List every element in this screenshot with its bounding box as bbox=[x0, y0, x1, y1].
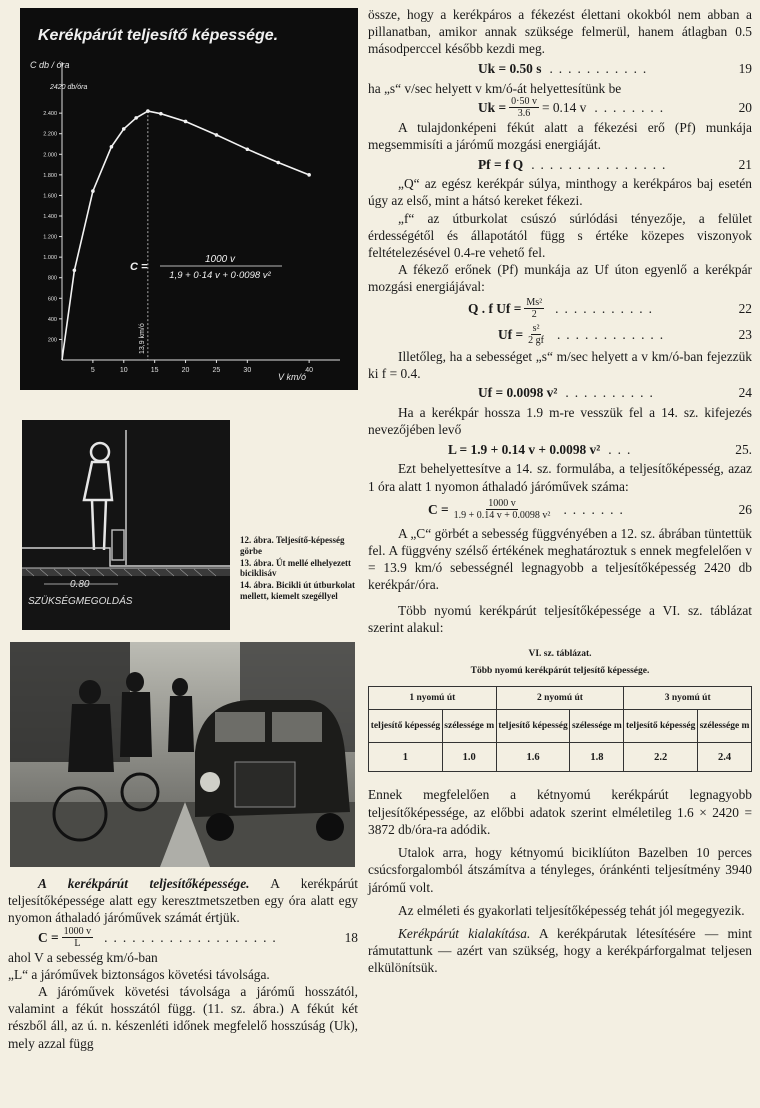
eq26-lhs: C = bbox=[428, 502, 449, 518]
eq20-number: 20 bbox=[738, 100, 752, 116]
table-subheader: szélessége m bbox=[698, 710, 752, 743]
capacity-table bbox=[368, 686, 752, 772]
table-cell: 1.8 bbox=[570, 743, 624, 772]
peak-v-label: 13,9 km/ó bbox=[138, 323, 146, 354]
paragraph-design bbox=[368, 925, 752, 977]
chart-points bbox=[73, 109, 311, 272]
table-subheader-row bbox=[369, 710, 752, 743]
formula-lhs: C = bbox=[130, 261, 148, 273]
chart-title: Kerékpárút teljesítő képessége. bbox=[38, 27, 279, 44]
bike-lane-figure bbox=[22, 420, 230, 630]
y-tick-label: 2.400 bbox=[43, 111, 57, 118]
paragraph-basel: Utalok arra, hogy kétnyomú biciklíúton Bazelben 10 perces csúcsforgalomból átszámítva a tényleges, óránkénti teljesítmény 3940 járómű volt. bbox=[368, 845, 752, 895]
y-tick-label: 1.000 bbox=[43, 255, 57, 262]
eq21-number: 21 bbox=[738, 156, 752, 172]
table-group-3: 3 nyomú út bbox=[624, 687, 752, 710]
equation-21 bbox=[368, 153, 752, 175]
section-title-design: Kerékpárút kialakítása. bbox=[398, 925, 531, 941]
eq20-leader: ........ bbox=[594, 100, 670, 116]
paragraph-two-lane-capacity: Ennek megfelelően a kétnyomú kerékpárút legnagyobb teljesítőképessége, az előbbi adatok szerint elméletileg 1.6 × 2420 = 3872 db/óra-ra adódik. bbox=[368, 787, 752, 837]
caption-fig14: 14. ábra. Bicikli út útburkolat mellett, kiemelt szegéllyel bbox=[240, 580, 356, 601]
chart-point bbox=[73, 269, 77, 273]
table-cell: 1.6 bbox=[496, 743, 570, 772]
eq18-denominator: L bbox=[74, 938, 81, 950]
table-subheader: teljesítő képesség bbox=[369, 710, 443, 743]
y-tick-label: 200 bbox=[47, 337, 57, 344]
table-group-header-row bbox=[369, 687, 752, 710]
y-tick-label: 1.200 bbox=[43, 234, 57, 241]
equation-25 bbox=[368, 438, 752, 460]
equation-22 bbox=[368, 296, 752, 322]
paragraph-bike-length: Ha a kerékpár hossza 1.9 m-re vesszük fel a 14. sz. kifejezés nevezőjében levő bbox=[368, 405, 752, 438]
eq23-denominator: 2 gf bbox=[528, 335, 544, 347]
paragraph-c-curve: A „C“ görbét a sebesség függvényében a 12. sz. ábrában tüntettük fel. A függvény szélső értékének meghatároztuk s ennek megfelelően v = 13.9 km/ó sebességnél legnagyobb a teljesítőképesség 2420 db kerékpár/óra. bbox=[368, 525, 752, 593]
y-tick-label: 1.600 bbox=[43, 193, 57, 200]
caption-fig12: 12. ábra. Teljesítő-képesség görbe bbox=[240, 535, 345, 556]
chart-formula bbox=[130, 254, 282, 281]
table-cell: 1.0 bbox=[442, 743, 496, 772]
eq26-numerator: 1000 v bbox=[488, 498, 516, 510]
paragraph-km-conversion: Illetőleg, ha a sebességet „s“ m/sec helyett a v km/ó-ban fejezzük ki f = 0.4. bbox=[368, 348, 752, 381]
chart-ticks bbox=[43, 111, 313, 374]
eq18-leader: ................... bbox=[104, 930, 282, 945]
paragraph-braking-work: A fékező erőnek (Pf) munkája az Uf úton egyenlő a kerékpár mozgási energiájával: bbox=[368, 262, 752, 295]
lane-width-label: 0.80 bbox=[70, 579, 90, 590]
x-tick-label: 10 bbox=[119, 367, 128, 374]
eq23-number: 23 bbox=[738, 327, 752, 343]
eq22-leader: ........... bbox=[555, 301, 658, 317]
eq19-leader: ........... bbox=[549, 61, 653, 76]
x-tick-label: 15 bbox=[150, 367, 159, 374]
table-subheader: szélessége m bbox=[442, 710, 496, 743]
right-column-text bbox=[368, 6, 752, 977]
chart-axes bbox=[62, 62, 340, 360]
eq21-leader: ............... bbox=[531, 156, 672, 172]
table-group-1: 1 nyomú út bbox=[369, 687, 497, 710]
section-title-capacity: A kerékpárút teljesítőképessége. bbox=[38, 876, 250, 891]
table-subtitle: Több nyomú kerékpárút teljesítő képessége. bbox=[470, 666, 650, 677]
table-cell: 2.2 bbox=[624, 743, 698, 772]
paragraph-q-weight: „Q“ az egész kerékpár súlya, minthogy a kerékpáros baj esetén úgy az első, mint a hátsó kereket fékezi. bbox=[368, 176, 752, 209]
eq20-denominator: 3.6 bbox=[517, 108, 531, 120]
paragraph-capacity-definition bbox=[8, 875, 358, 927]
paragraph-multi-lane: Több nyomú kerékpárút teljesítőképessége a VI. sz. táblázat szerint alakul: bbox=[368, 602, 752, 635]
eq23-lhs: Uf = bbox=[498, 327, 524, 343]
eq24-number: 24 bbox=[738, 385, 752, 401]
paragraph-substituted-formula: Ezt behelyettesítve a 14. sz. formulába, a teljesítőképesség, azaz 1 óra alatt 1 nyomon áthaladó járóművek száma: bbox=[368, 461, 752, 494]
formula-denominator: 1,9 + 0·14 v + 0·0098 v² bbox=[169, 270, 271, 281]
eq18-numerator: 1000 v bbox=[63, 926, 92, 938]
eq26-denominator: 1.9 + 0.14 v + 0.0098 v² bbox=[453, 510, 551, 522]
paragraph-reaction-time: össze, hogy a kerékpáros a fékezést élettani okokból nem abban a pillanatban, amikor annak szüksége felmerül, hanem átlagban 0.5 másodperccel később kezdi meg. bbox=[368, 7, 752, 57]
eq18-number: 18 bbox=[344, 930, 358, 945]
x-axis-label: V km/ó bbox=[278, 372, 307, 382]
eq25-leader: ... bbox=[608, 441, 637, 457]
paragraph-braking-force: A tulajdonképeni fékút alatt a fékezési erő (Pf) munkája megsemmisíti a járómű mozgási energiáját. bbox=[368, 119, 752, 153]
chart-point bbox=[91, 189, 95, 193]
eq23-fraction bbox=[526, 323, 546, 346]
table-title: VI. sz. táblázat. bbox=[528, 649, 592, 660]
peak-label: 2420 db/óra bbox=[50, 84, 88, 91]
y-tick-label: 2.000 bbox=[43, 152, 57, 159]
equation-26 bbox=[368, 495, 752, 525]
chart-point bbox=[307, 173, 311, 177]
eq25-expression: L = 1.9 + 0.14 v + 0.0098 v² bbox=[448, 441, 601, 457]
street-photo bbox=[10, 642, 355, 867]
eq23-numerator: s² bbox=[532, 323, 540, 335]
capacity-chart-svg bbox=[20, 8, 358, 390]
paragraph-where-l: „L“ a járóművek biztonságos követési távolsága. bbox=[8, 966, 270, 982]
eq20-fraction bbox=[509, 96, 539, 119]
capacity-definition-body: A kerékpárút teljesítőképessége alatt egy keresztmetszetben egy óra alatt egy nyomon áthaladó járóművek számát értjük. bbox=[8, 876, 358, 926]
figure-captions bbox=[240, 535, 360, 603]
eq22-denominator: 2 bbox=[531, 309, 537, 321]
table-cell: 1 bbox=[369, 743, 443, 772]
table-group-2: 2 nyomú út bbox=[496, 687, 624, 710]
capacity-chart bbox=[20, 8, 358, 390]
eq22-lhs: Q . f Uf = bbox=[468, 301, 522, 317]
table-row bbox=[369, 743, 752, 772]
eq18-lhs: C = bbox=[38, 930, 59, 945]
table-subheader: teljesítő képesség bbox=[624, 710, 698, 743]
y-tick-label: 600 bbox=[47, 296, 57, 303]
eq20-rhs: = 0.14 v bbox=[541, 100, 587, 116]
y-tick-label: 400 bbox=[47, 316, 57, 323]
bike-lane-illustration bbox=[22, 420, 230, 630]
y-tick-label: 2.200 bbox=[43, 131, 57, 138]
x-tick-label: 40 bbox=[305, 367, 314, 374]
chart-point bbox=[215, 133, 219, 137]
eq26-fraction bbox=[452, 498, 553, 521]
chart-point bbox=[246, 147, 250, 151]
caption-fig13: 13. ábra. Út mellé elhelyezett biciklisáv bbox=[240, 557, 351, 579]
chart-point bbox=[134, 116, 138, 120]
eq19-expression: Uk = 0.50 s bbox=[478, 61, 542, 76]
y-tick-label: 1.400 bbox=[43, 214, 57, 220]
chart-point bbox=[276, 161, 280, 165]
capacity-curve bbox=[62, 111, 309, 360]
formula-numerator: 1000 v bbox=[204, 254, 236, 265]
left-column-text bbox=[8, 875, 358, 1052]
table-cell: 2.4 bbox=[698, 743, 752, 772]
chart-point bbox=[122, 127, 126, 131]
design-body: A kerékpárutak létesítésére — mint rámutattunk — azért van szükség, hogy a kerékpárforgalmat teljesen elkülönítsük. bbox=[368, 925, 753, 976]
table-subheader: szélessége m bbox=[570, 710, 624, 743]
eq24-expression: Uf = 0.0098 v² bbox=[478, 385, 558, 401]
eq26-leader: ....... bbox=[563, 502, 629, 518]
paragraph-where-v: ahol V a sebesség km/ó-ban bbox=[8, 949, 158, 965]
equation-20 bbox=[368, 97, 752, 119]
emergency-solution-label: SZÜKSÉGMEGOLDÁS bbox=[28, 596, 133, 607]
eq26-number: 26 bbox=[738, 502, 752, 518]
chart-point bbox=[110, 145, 114, 149]
y-tick-label: 1.800 bbox=[43, 172, 57, 179]
eq22-number: 22 bbox=[738, 301, 752, 317]
eq21-expression: Pf = f Q bbox=[478, 156, 524, 172]
equation-18 bbox=[8, 927, 358, 949]
table-subheader: teljesítő képesség bbox=[496, 710, 570, 743]
x-tick-label: 20 bbox=[181, 367, 190, 374]
eq25-number: 25. bbox=[735, 441, 752, 457]
eq24-leader: .......... bbox=[565, 385, 659, 401]
equation-24 bbox=[368, 382, 752, 404]
x-tick-label: 25 bbox=[212, 367, 221, 374]
paragraph-agreement: Az elméleti és gyakorlati teljesítőképesség tehát jól megegyezik. bbox=[398, 902, 745, 918]
paragraph-substitution: ha „s“ v/sec helyett v km/ó-át helyettesítünk be bbox=[368, 80, 622, 96]
eq20-numerator: 0·50 v bbox=[511, 96, 537, 108]
paragraph-following-distance: A járóművek követési távolsága a járómű hosszától, valamint a fékút hosszától függ. (11. sz. ábra.) A fékút két részből áll, az ú. n. készenléti időnek megfelelő hosszúság (Uk), mely azzal függ bbox=[8, 984, 358, 1051]
eq22-numerator: Ms² bbox=[526, 297, 543, 309]
chart-point bbox=[184, 120, 188, 124]
eq18-fraction bbox=[62, 926, 94, 949]
equation-23 bbox=[368, 322, 752, 348]
street-photo-image bbox=[10, 642, 355, 867]
eq23-leader: ............ bbox=[556, 327, 670, 343]
eq20-lhs: Uk = bbox=[478, 100, 507, 116]
paragraph-f-friction: „f“ az útburkolat csúszó súrlódási tényezője, a felület érdességétől és állapotától függ s értéke közepes viszonyok feltételezésével 0.4-re vehető fel. bbox=[368, 210, 752, 261]
eq19-number: 19 bbox=[738, 61, 752, 76]
y-tick-label: 800 bbox=[47, 275, 57, 282]
y-axis-label: C db / óra bbox=[30, 60, 70, 70]
x-tick-label: 30 bbox=[243, 367, 252, 374]
eq22-fraction bbox=[524, 297, 544, 320]
equation-19 bbox=[368, 58, 752, 80]
x-tick-label: 5 bbox=[90, 367, 95, 374]
chart-point bbox=[159, 112, 163, 116]
